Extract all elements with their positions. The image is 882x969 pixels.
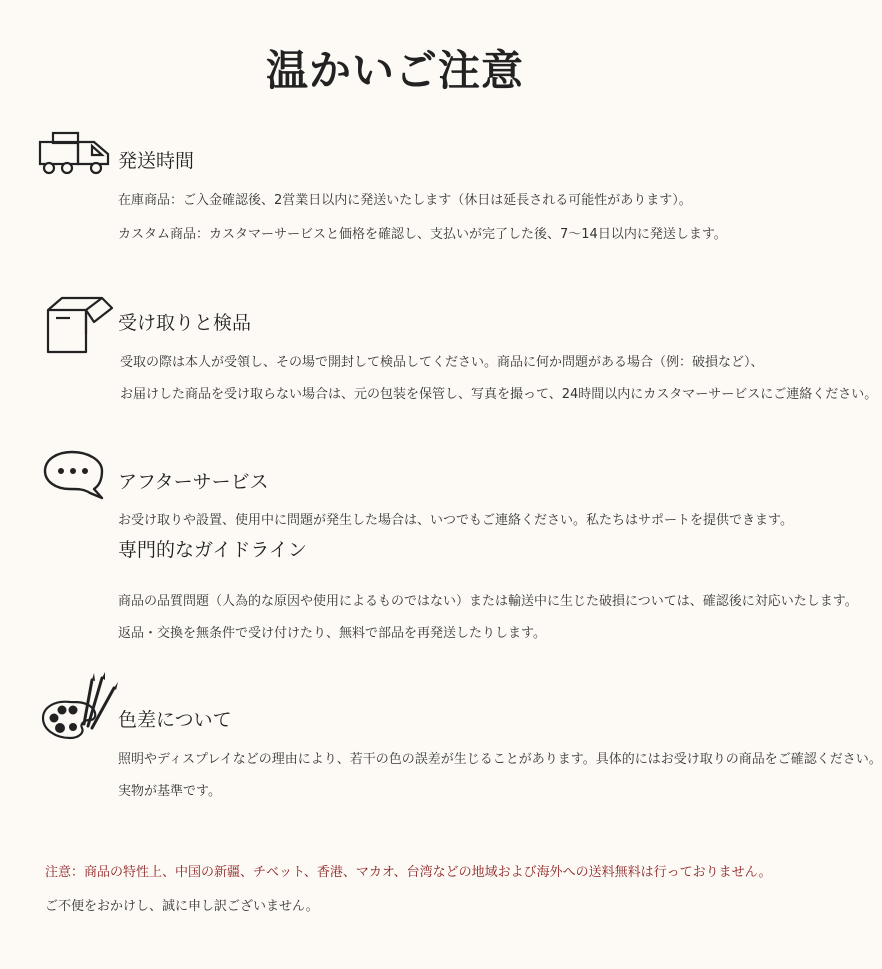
delivery-truck-icon — [36, 130, 112, 176]
receiving-line-1: 受取の際は本人が受領し、その場で開封して検品してください。商品に何か問題がある場合（例：破損など）、 — [120, 355, 764, 370]
section-title-receiving: 受け取りと検品 — [118, 312, 252, 334]
section-title-shipping: 発送時間 — [118, 150, 195, 172]
speech-bubble-icon — [42, 449, 106, 501]
guidelines-line-2: 返品・交換を無条件で受け付けたり、無料で部品を再発送したりします。 — [118, 626, 546, 641]
receiving-line-2: お届けした商品を受け取らない場合は、元の包装を保管し、写真を撮って、24時間以内にカスタマーサービスにご連絡ください。 — [120, 387, 878, 402]
after-service-line-1: お受け取りや設置、使用中に問題が発生した場合は、いつでもご連絡ください。私たちはサポートを提供できます。 — [118, 513, 793, 528]
shipping-line-2: カスタム商品：カスタマーサービスと価格を確認し、支払いが完了した後、7〜14日以内に発送します。 — [118, 227, 727, 242]
shipping-restriction-notice: 注意：商品の特性上、中国の新疆、チベット、香港、マカオ、台湾などの地域および海外への送料無料は行っておりません。 — [45, 865, 772, 880]
section-title-color-difference: 色差について — [118, 709, 232, 731]
page-title: 温かいご注意 — [265, 46, 524, 95]
paint-palette-icon — [40, 672, 120, 744]
section-title-guidelines: 専門的なガイドライン — [118, 539, 307, 561]
shipping-line-1: 在庫商品：ご入金確認後、2営業日以内に発送いたします（休日は延長される可能性があります）。 — [118, 193, 692, 208]
open-box-icon — [44, 294, 114, 356]
guidelines-line-1: 商品の品質問題（人為的な原因や使用によるものではない）または輸送中に生じた破損については、確認後に対応いたします。 — [118, 594, 858, 609]
apology-text: ご不便をおかけし、誠に申し訳ございません。 — [45, 899, 319, 914]
color-line-2: 実物が基準です。 — [118, 784, 221, 799]
section-title-after-service: アフターサービス — [118, 471, 269, 493]
color-line-1: 照明やディスプレイなどの理由により、若干の色の誤差が生じることがあります。具体的にはお受け取りの商品をご確認ください。 — [118, 752, 882, 767]
